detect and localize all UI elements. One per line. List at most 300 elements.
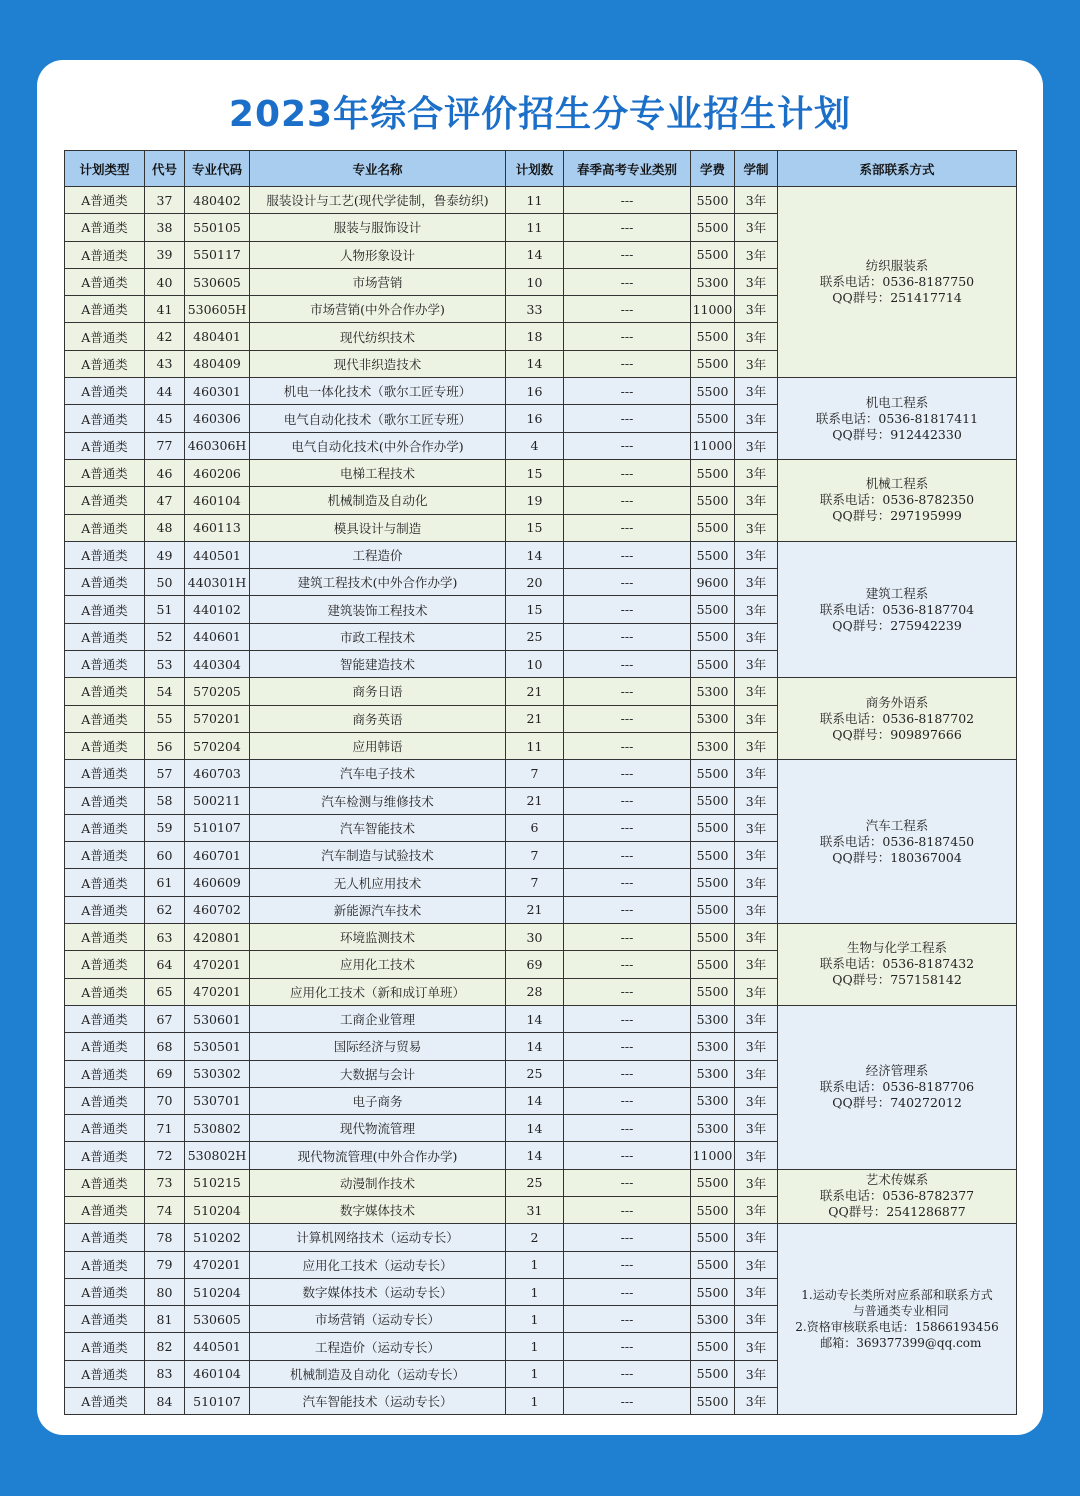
plan-type-cell: A普通类 (65, 678, 145, 705)
plan-type-cell: A普通类 (65, 651, 145, 678)
code-no-cell: 56 (145, 732, 185, 759)
plan-type-cell: A普通类 (65, 869, 145, 896)
major-code-cell: 530605 (185, 1306, 250, 1333)
code-no-cell: 39 (145, 241, 185, 268)
spring-category-cell: --- (564, 951, 691, 978)
duration-cell: 3年 (735, 1251, 778, 1278)
code-no-cell: 51 (145, 596, 185, 623)
plan-type-cell: A普通类 (65, 978, 145, 1005)
plan-count-cell: 1 (506, 1306, 564, 1333)
plan-type-cell: A普通类 (65, 1060, 145, 1087)
plan-count-cell: 33 (506, 296, 564, 323)
department-name: 机电工程系 (865, 394, 929, 410)
code-no-cell: 84 (145, 1388, 185, 1415)
plan-count-cell: 18 (506, 323, 564, 350)
plan-count-cell: 21 (506, 787, 564, 814)
spring-category-cell: --- (564, 1033, 691, 1060)
tuition-cell: 5300 (691, 1033, 735, 1060)
table-row (65, 760, 1017, 787)
department-contact-cell (778, 541, 1017, 677)
col-header-major-code: 专业代码 (185, 151, 250, 187)
tuition-cell: 5500 (691, 323, 735, 350)
tuition-cell: 5500 (691, 1196, 735, 1223)
major-code-cell: 510107 (185, 814, 250, 841)
major-name-cell: 无人机应用技术 (250, 869, 506, 896)
tuition-cell: 5300 (691, 1060, 735, 1087)
duration-cell: 3年 (735, 214, 778, 241)
duration-cell: 3年 (735, 924, 778, 951)
plan-count-cell: 25 (506, 1169, 564, 1196)
major-name-cell: 市场营销（运动专长） (250, 1306, 506, 1333)
major-code-cell: 470201 (185, 1251, 250, 1278)
major-code-cell: 460306H (185, 432, 250, 459)
major-name-cell: 模具设计与制造 (250, 514, 506, 541)
plan-count-cell: 14 (506, 1005, 564, 1032)
major-name-cell: 汽车检测与维修技术 (250, 787, 506, 814)
major-name-cell: 电子商务 (250, 1087, 506, 1114)
plan-count-cell: 11 (506, 732, 564, 759)
col-header-duration: 学制 (735, 151, 778, 187)
spring-category-cell: --- (564, 541, 691, 568)
spring-category-cell: --- (564, 651, 691, 678)
tuition-cell: 5300 (691, 1005, 735, 1032)
plan-count-cell: 7 (506, 842, 564, 869)
spring-category-cell: --- (564, 268, 691, 295)
tuition-cell: 5500 (691, 350, 735, 377)
plan-type-cell: A普通类 (65, 378, 145, 405)
department-contact-cell (778, 1005, 1017, 1169)
code-no-cell: 81 (145, 1306, 185, 1333)
duration-cell: 3年 (735, 487, 778, 514)
col-header-tuition: 学费 (691, 151, 735, 187)
table-row (65, 678, 1017, 705)
spring-category-cell: --- (564, 1278, 691, 1305)
duration-cell: 3年 (735, 1224, 778, 1251)
major-code-cell: 440304 (185, 651, 250, 678)
col-header-major-name: 专业名称 (250, 151, 506, 187)
major-name-cell: 机械制造及自动化 (250, 487, 506, 514)
table-row (65, 541, 1017, 568)
duration-cell: 3年 (735, 1142, 778, 1169)
contact-line: QQ群号：757158142 (832, 972, 962, 988)
duration-cell: 3年 (735, 1005, 778, 1032)
major-code-cell: 480402 (185, 187, 250, 214)
code-no-cell: 54 (145, 678, 185, 705)
plan-type-cell: A普通类 (65, 405, 145, 432)
plan-count-cell: 31 (506, 1196, 564, 1223)
code-no-cell: 68 (145, 1033, 185, 1060)
major-name-cell: 工程造价（运动专长） (250, 1333, 506, 1360)
plan-count-cell: 16 (506, 378, 564, 405)
plan-type-cell: A普通类 (65, 596, 145, 623)
duration-cell: 3年 (735, 459, 778, 486)
plan-count-cell: 7 (506, 760, 564, 787)
spring-category-cell: --- (564, 896, 691, 923)
duration-cell: 3年 (735, 896, 778, 923)
major-name-cell: 应用化工技术（新和成订单班） (250, 978, 506, 1005)
major-code-cell: 510204 (185, 1196, 250, 1223)
plan-count-cell: 21 (506, 896, 564, 923)
plan-type-cell: A普通类 (65, 1224, 145, 1251)
major-code-cell: 460301 (185, 378, 250, 405)
spring-category-cell: --- (564, 760, 691, 787)
major-code-cell: 440102 (185, 596, 250, 623)
plan-type-cell: A普通类 (65, 1115, 145, 1142)
plan-count-cell: 1 (506, 1360, 564, 1387)
plan-type-cell: A普通类 (65, 214, 145, 241)
major-code-cell: 470201 (185, 978, 250, 1005)
duration-cell: 3年 (735, 978, 778, 1005)
department-name: 经济管理系 (865, 1063, 929, 1079)
plan-count-cell: 14 (506, 541, 564, 568)
duration-cell: 3年 (735, 350, 778, 377)
major-code-cell: 460702 (185, 896, 250, 923)
tuition-cell: 5500 (691, 1251, 735, 1278)
tuition-cell: 5500 (691, 1224, 735, 1251)
duration-cell: 3年 (735, 378, 778, 405)
major-name-cell: 环境监测技术 (250, 924, 506, 951)
plan-type-cell: A普通类 (65, 1087, 145, 1114)
spring-category-cell: --- (564, 814, 691, 841)
spring-category-cell: --- (564, 214, 691, 241)
code-no-cell: 63 (145, 924, 185, 951)
contact-line: 联系电话：0536-8187704 (819, 601, 975, 617)
plan-type-cell: A普通类 (65, 1388, 145, 1415)
col-header-plan-type: 计划类型 (65, 151, 145, 187)
major-name-cell: 机械制造及自动化（运动专长） (250, 1360, 506, 1387)
duration-cell: 3年 (735, 541, 778, 568)
admission-plan-table (64, 150, 1017, 1415)
plan-count-cell: 21 (506, 678, 564, 705)
duration-cell: 3年 (735, 842, 778, 869)
plan-type-cell: A普通类 (65, 951, 145, 978)
plan-type-cell: A普通类 (65, 842, 145, 869)
plan-type-cell: A普通类 (65, 1169, 145, 1196)
duration-cell: 3年 (735, 1169, 778, 1196)
spring-category-cell: --- (564, 1251, 691, 1278)
major-name-cell: 建筑装饰工程技术 (250, 596, 506, 623)
contact-line: QQ群号：909897666 (832, 726, 962, 742)
plan-count-cell: 11 (506, 187, 564, 214)
table-body (65, 187, 1017, 1415)
contact-line: 联系电话：0536-8187450 (819, 833, 975, 849)
major-code-cell: 440601 (185, 623, 250, 650)
major-code-cell: 510204 (185, 1278, 250, 1305)
plan-type-cell: A普通类 (65, 1005, 145, 1032)
plan-type-cell: A普通类 (65, 896, 145, 923)
major-name-cell: 商务日语 (250, 678, 506, 705)
plan-count-cell: 25 (506, 1060, 564, 1087)
contact-line: QQ群号：2541286877 (828, 1204, 966, 1220)
note-line: 1.运动专长类所对应系部和联系方式 (801, 1288, 993, 1303)
code-no-cell: 70 (145, 1087, 185, 1114)
major-name-cell: 汽车智能技术 (250, 814, 506, 841)
spring-category-cell: --- (564, 623, 691, 650)
code-no-cell: 73 (145, 1169, 185, 1196)
contact-line: QQ群号：180367004 (832, 849, 962, 865)
code-no-cell: 42 (145, 323, 185, 350)
tuition-cell: 5500 (691, 1278, 735, 1305)
plan-count-cell: 4 (506, 432, 564, 459)
major-name-cell: 计算机网络技术（运动专长） (250, 1224, 506, 1251)
plan-type-cell: A普通类 (65, 1033, 145, 1060)
contact-line: 联系电话：0536-8782377 (819, 1188, 975, 1204)
major-code-cell: 550117 (185, 241, 250, 268)
tuition-cell: 9600 (691, 569, 735, 596)
spring-category-cell: --- (564, 924, 691, 951)
department-contact-cell (778, 378, 1017, 460)
tuition-cell: 5500 (691, 241, 735, 268)
plan-type-cell: A普通类 (65, 569, 145, 596)
spring-category-cell: --- (564, 842, 691, 869)
duration-cell: 3年 (735, 432, 778, 459)
spring-category-cell: --- (564, 1115, 691, 1142)
tuition-cell: 5500 (691, 378, 735, 405)
major-name-cell: 机电一体化技术（歌尔工匠专班） (250, 378, 506, 405)
spring-category-cell: --- (564, 1060, 691, 1087)
spring-category-cell: --- (564, 459, 691, 486)
contact-line: 联系电话：0536-8187750 (819, 274, 975, 290)
tuition-cell: 5500 (691, 1388, 735, 1415)
plan-type-cell: A普通类 (65, 187, 145, 214)
note-line: 2.资格审核联系电话：15866193456 (795, 1320, 999, 1335)
duration-cell: 3年 (735, 760, 778, 787)
tuition-cell: 5500 (691, 187, 735, 214)
tuition-cell: 5500 (691, 541, 735, 568)
major-code-cell: 530501 (185, 1033, 250, 1060)
duration-cell: 3年 (735, 651, 778, 678)
major-code-cell: 530601 (185, 1005, 250, 1032)
code-no-cell: 48 (145, 514, 185, 541)
tuition-cell: 5300 (691, 1306, 735, 1333)
spring-category-cell: --- (564, 1333, 691, 1360)
tuition-cell: 5500 (691, 951, 735, 978)
major-code-cell: 460206 (185, 459, 250, 486)
spring-category-cell: --- (564, 241, 691, 268)
code-no-cell: 43 (145, 350, 185, 377)
spring-category-cell: --- (564, 1005, 691, 1032)
department-contact-cell (778, 760, 1017, 924)
major-code-cell: 440501 (185, 1333, 250, 1360)
code-no-cell: 78 (145, 1224, 185, 1251)
code-no-cell: 83 (145, 1360, 185, 1387)
plan-count-cell: 25 (506, 623, 564, 650)
department-name: 汽车工程系 (865, 817, 929, 833)
code-no-cell: 40 (145, 268, 185, 295)
code-no-cell: 44 (145, 378, 185, 405)
duration-cell: 3年 (735, 323, 778, 350)
major-name-cell: 现代非织造技术 (250, 350, 506, 377)
contact-line: 联系电话：0536-8187432 (819, 956, 975, 972)
major-name-cell: 应用化工技术（运动专长） (250, 1251, 506, 1278)
duration-cell: 3年 (735, 596, 778, 623)
plan-count-cell: 14 (506, 1115, 564, 1142)
department-name: 艺术传媒系 (865, 1172, 929, 1188)
spring-category-cell: --- (564, 323, 691, 350)
code-no-cell: 50 (145, 569, 185, 596)
plan-count-cell: 14 (506, 350, 564, 377)
code-no-cell: 64 (145, 951, 185, 978)
plan-count-cell: 14 (506, 1033, 564, 1060)
department-contact-cell (778, 924, 1017, 1006)
major-name-cell: 现代纺织技术 (250, 323, 506, 350)
table-row (65, 1224, 1017, 1251)
plan-type-cell: A普通类 (65, 1360, 145, 1387)
spring-category-cell: --- (564, 405, 691, 432)
code-no-cell: 59 (145, 814, 185, 841)
plan-type-cell: A普通类 (65, 760, 145, 787)
tuition-cell: 5500 (691, 651, 735, 678)
contact-line: QQ群号：912442330 (832, 426, 962, 442)
spring-category-cell: --- (564, 432, 691, 459)
plan-count-cell: 6 (506, 814, 564, 841)
major-name-cell: 建筑工程技术(中外合作办学) (250, 569, 506, 596)
major-name-cell: 数字媒体技术 (250, 1196, 506, 1223)
note-line: 邮箱：369377399@qq.com (812, 1336, 982, 1351)
spring-category-cell: --- (564, 732, 691, 759)
code-no-cell: 61 (145, 869, 185, 896)
spring-category-cell: --- (564, 350, 691, 377)
plan-count-cell: 16 (506, 405, 564, 432)
plan-count-cell: 21 (506, 705, 564, 732)
plan-type-cell: A普通类 (65, 705, 145, 732)
plan-type-cell: A普通类 (65, 268, 145, 295)
tuition-cell: 5500 (691, 1169, 735, 1196)
major-code-cell: 530802H (185, 1142, 250, 1169)
duration-cell: 3年 (735, 1087, 778, 1114)
department-name: 纺织服装系 (865, 258, 929, 274)
duration-cell: 3年 (735, 1060, 778, 1087)
code-no-cell: 80 (145, 1278, 185, 1305)
major-name-cell: 商务英语 (250, 705, 506, 732)
department-name: 生物与化学工程系 (846, 940, 947, 956)
table-row (65, 187, 1017, 214)
tuition-cell: 5500 (691, 814, 735, 841)
tuition-cell: 5300 (691, 1115, 735, 1142)
plan-count-cell: 30 (506, 924, 564, 951)
code-no-cell: 62 (145, 896, 185, 923)
code-no-cell: 57 (145, 760, 185, 787)
spring-category-cell: --- (564, 569, 691, 596)
plan-count-cell: 15 (506, 596, 564, 623)
spring-category-cell: --- (564, 1196, 691, 1223)
tuition-cell: 11000 (691, 1142, 735, 1169)
tuition-cell: 5500 (691, 924, 735, 951)
major-code-cell: 460104 (185, 487, 250, 514)
major-code-cell: 570204 (185, 732, 250, 759)
note-line: 与普通类专业相同 (845, 1304, 949, 1319)
major-name-cell: 数字媒体技术（运动专长） (250, 1278, 506, 1305)
contact-line: QQ群号：251417714 (832, 290, 962, 306)
table-row (65, 459, 1017, 486)
duration-cell: 3年 (735, 623, 778, 650)
major-code-cell: 530802 (185, 1115, 250, 1142)
major-code-cell: 460113 (185, 514, 250, 541)
spring-category-cell: --- (564, 1360, 691, 1387)
tuition-cell: 11000 (691, 432, 735, 459)
code-no-cell: 45 (145, 405, 185, 432)
code-no-cell: 79 (145, 1251, 185, 1278)
contact-line: QQ群号：275942239 (832, 617, 962, 633)
major-name-cell: 应用韩语 (250, 732, 506, 759)
plan-type-cell: A普通类 (65, 1278, 145, 1305)
tuition-cell: 5500 (691, 842, 735, 869)
duration-cell: 3年 (735, 951, 778, 978)
major-code-cell: 420801 (185, 924, 250, 951)
code-no-cell: 46 (145, 459, 185, 486)
plan-type-cell: A普通类 (65, 241, 145, 268)
spring-category-cell: --- (564, 787, 691, 814)
duration-cell: 3年 (735, 705, 778, 732)
major-name-cell: 新能源汽车技术 (250, 896, 506, 923)
major-name-cell: 市场营销 (250, 268, 506, 295)
spring-category-cell: --- (564, 1224, 691, 1251)
code-no-cell: 41 (145, 296, 185, 323)
major-name-cell: 动漫制作技术 (250, 1169, 506, 1196)
major-code-cell: 510202 (185, 1224, 250, 1251)
table-row (65, 378, 1017, 405)
department-name: 建筑工程系 (865, 585, 929, 601)
code-no-cell: 72 (145, 1142, 185, 1169)
col-header-contact: 系部联系方式 (778, 151, 1017, 187)
duration-cell: 3年 (735, 296, 778, 323)
code-no-cell: 38 (145, 214, 185, 241)
department-contact-cell (778, 1169, 1017, 1224)
plan-type-cell: A普通类 (65, 924, 145, 951)
code-no-cell: 77 (145, 432, 185, 459)
tuition-cell: 5500 (691, 596, 735, 623)
plan-count-cell: 14 (506, 1142, 564, 1169)
plan-count-cell: 15 (506, 514, 564, 541)
table-row (65, 924, 1017, 951)
major-name-cell: 应用化工技术 (250, 951, 506, 978)
tuition-cell: 5500 (691, 405, 735, 432)
duration-cell: 3年 (735, 814, 778, 841)
major-name-cell: 工商企业管理 (250, 1005, 506, 1032)
major-name-cell: 电气自动化技术(中外合作办学) (250, 432, 506, 459)
spring-category-cell: --- (564, 187, 691, 214)
tuition-cell: 5300 (691, 732, 735, 759)
tuition-cell: 5500 (691, 487, 735, 514)
major-code-cell: 460701 (185, 842, 250, 869)
code-no-cell: 47 (145, 487, 185, 514)
contact-line: 联系电话：0536-81817411 (815, 410, 979, 426)
plan-count-cell: 2 (506, 1224, 564, 1251)
spring-category-cell: --- (564, 705, 691, 732)
plan-type-cell: A普通类 (65, 1333, 145, 1360)
duration-cell: 3年 (735, 1306, 778, 1333)
code-no-cell: 71 (145, 1115, 185, 1142)
tuition-cell: 5300 (691, 1087, 735, 1114)
major-name-cell: 汽车电子技术 (250, 760, 506, 787)
table-row (65, 1005, 1017, 1032)
spring-category-cell: --- (564, 869, 691, 896)
spring-category-cell: --- (564, 678, 691, 705)
tuition-cell: 5500 (691, 869, 735, 896)
plan-type-cell: A普通类 (65, 541, 145, 568)
code-no-cell: 65 (145, 978, 185, 1005)
duration-cell: 3年 (735, 1333, 778, 1360)
major-name-cell: 市场营销(中外合作办学) (250, 296, 506, 323)
page-title: 2023年综合评价招生分专业招生计划 (228, 94, 852, 135)
plan-type-cell: A普通类 (65, 350, 145, 377)
major-code-cell: 570205 (185, 678, 250, 705)
tuition-cell: 5500 (691, 787, 735, 814)
major-code-cell: 440301H (185, 569, 250, 596)
tuition-cell: 5300 (691, 705, 735, 732)
contact-line: 联系电话：0536-8782350 (819, 492, 975, 508)
duration-cell: 3年 (735, 569, 778, 596)
